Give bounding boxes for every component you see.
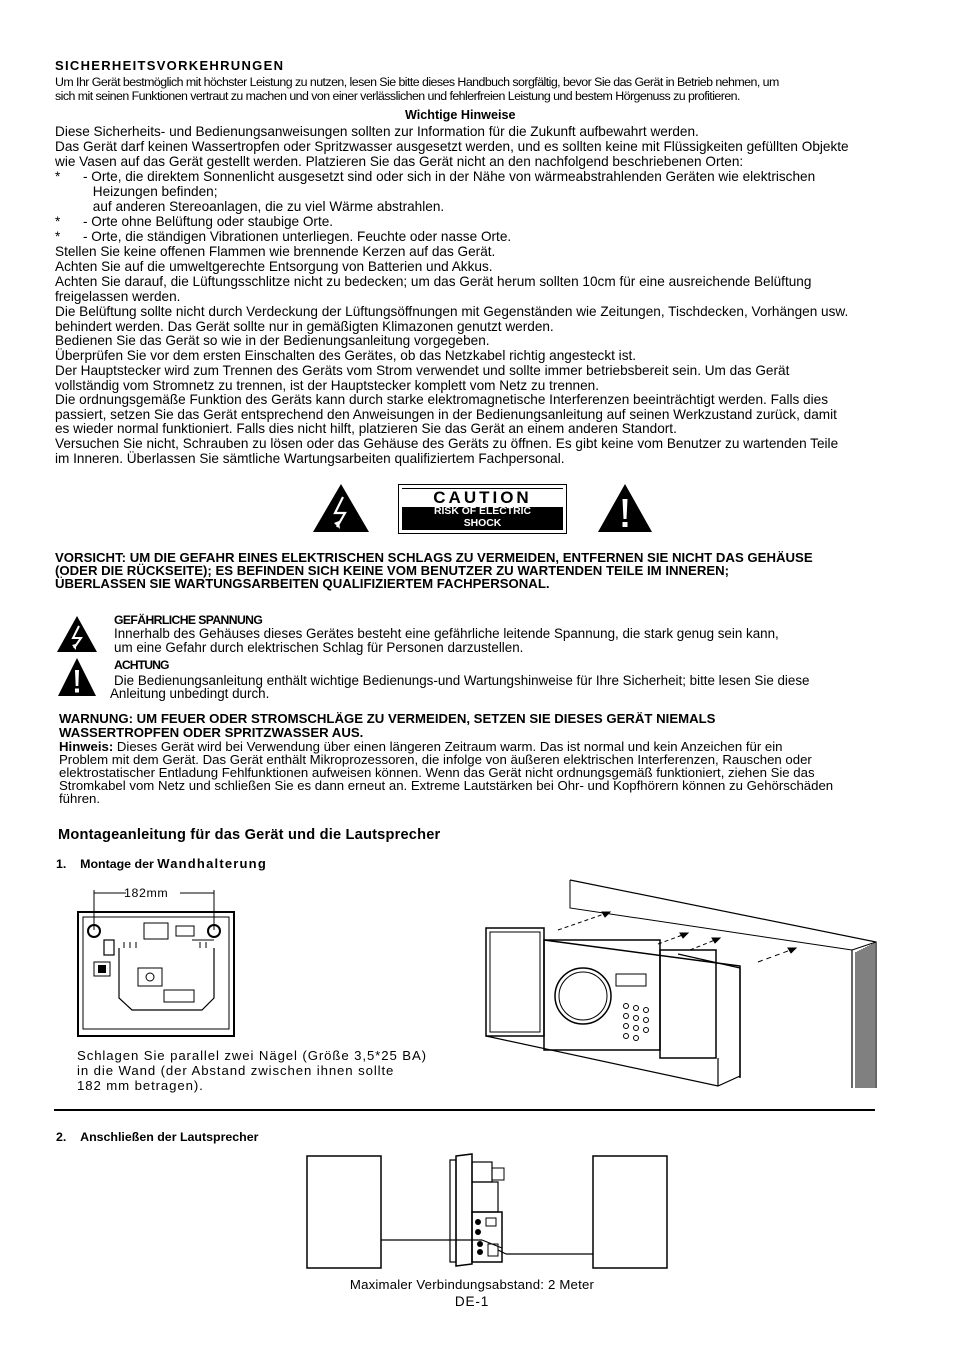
safety-text-line: Achten Sie darauf, die Lüftungsschlitze nicht zu bedecken; um das Gerät herum sollten 10cm für eine ausreichende Belüftung (55, 274, 812, 289)
intro-line-1: Um Ihr Gerät bestmöglich mit höchster Leistung zu nutzen, lesen Sie bitte dieses Handbuch sorgfältig, bevor Sie das Gerät in Betrieb nehmen, um (55, 75, 779, 89)
safety-text-line: auf anderen Stereoanlagen, die zu viel Wärme abstrahlen. (55, 199, 445, 214)
dimension-label: 182mm (124, 886, 169, 900)
vorsicht-line-3: ÜBERLASSEN SIE WARTUNGSARBEITEN QUALIFIZIERTEM FACHPERSONAL. (55, 576, 550, 591)
lightning-triangle-icon (312, 483, 370, 533)
vorsicht-line-1: VORSICHT: UM DIE GEFAHR EINES ELEKTRISCHEN SCHLAGS ZU VERMEIDEN, ENTFERNEN SIE NICHT DAS GEHÄUSE (55, 550, 813, 565)
section-title-safety: SICHERHEITSVORKEHRUNGEN (55, 58, 285, 73)
safety-text-line: behindert werden. Das Gerät sollte nur in gemäßigten Klimazonen genutzt werden. (55, 319, 554, 334)
page-number (0, 1294, 954, 1309)
safety-text-line: vollständig vom Stromnetz zu trennen, ist der Hauptstecker komplett vom Netz zu trennen. (55, 378, 599, 393)
speaker-connection-drawing (306, 1152, 668, 1270)
hinweis-line: elektrostatischer Entladung Fehlfunktionen aufweisen können. Wenn das Gerät nicht ordnungsgemäß funktioniert, ziehen Sie das (59, 765, 815, 780)
distance-text: Maximaler Verbindungsabstand: 2 Meter (349, 1277, 595, 1292)
exclamation-small-icon (57, 657, 97, 697)
safety-text-line: * - Orte ohne Belüftung oder staubige Orte. (55, 214, 334, 229)
safety-text-line: freigelassen werden. (55, 289, 181, 304)
distance-caption (0, 1277, 954, 1292)
warnung-line-1: WARNUNG: UM FEUER ODER STROMSCHLÄGE ZU VERMEIDEN, SETZEN SIE DIESES GERÄT NIEMALS (59, 711, 716, 726)
back-panel-drawing (74, 890, 244, 1040)
mounting-note-line: 182 mm betragen). (77, 1078, 204, 1093)
mounting-note-line: in die Wand (der Abstand zwischen ihnen sollte (77, 1063, 395, 1078)
achtung-line-1: Die Bedienungsanleitung enthält wichtige Bedienungs-und Wartungshinweise für Ihre Sicherheit; bitte lesen Sie diese (114, 673, 810, 688)
mounting-note (77, 1048, 427, 1093)
voltage-line-2: um eine Gefahr durch elektrischen Schlag für Personen darzustellen. (114, 640, 524, 655)
step-2-number: 2. (56, 1130, 67, 1144)
subtitle-important-notes: Wichtige Hinweise (405, 108, 516, 122)
step-1-label: Montage der (80, 857, 158, 871)
warnung-line-2: WASSERTROPFEN ODER SPRITZWASSER AUS. (59, 725, 364, 740)
step-1-number: 1. (56, 857, 67, 871)
safety-text-line: Versuchen Sie nicht, Schrauben zu lösen oder das Gehäuse des Geräts zu öffnen. Es gibt keine vom Benutzer zu wartenden Teile (55, 436, 839, 451)
vorsicht-line-2: (ODER DIE RÜCKSEITE); ES BEFINDEN SICH KEINE VOM BENUTZER ZU WARTENDEN TEILE IM INNEREN; (55, 563, 730, 578)
achtung-line-2: Anleitung unbedingt durch. (110, 686, 270, 701)
step-1-heading (56, 856, 267, 871)
safety-text-line: Das Gerät darf keinen Wassertropfen oder Spritzwasser ausgesetzt werden, und es sollten keine mit Flüssigkeiten gefüllten Objekte (55, 139, 849, 154)
wall-mount-drawing (478, 878, 878, 1088)
safety-text-line: Bedienen Sie das Gerät so wie in der Bedienungsanleitung vorgegeben. (55, 333, 490, 348)
lightning-small-icon (56, 615, 98, 653)
safety-text-line: Heizungen befinden; (55, 184, 218, 199)
exclamation-triangle-icon (597, 483, 653, 533)
safety-text-line: Der Hauptstecker wird zum Trennen des Geräts vom Strom verwendet und sollte immer betriebsbereit sein. Um das Gerät (55, 363, 790, 378)
mounting-note-line: Schlagen Sie parallel zwei Nägel (Größe 3,5*25 BA) (77, 1048, 427, 1063)
safety-text-line: Die Belüftung sollte nicht durch Verdeckung der Lüftungsöffnungen mit Gegenständen wie Zeitungen, Tischdecken, Vorhängen usw. (55, 304, 849, 319)
caution-line-1: RISK OF ELECTRIC (434, 506, 531, 517)
safety-text-line: Diese Sicherheits- und Bedienungsanweisungen sollten zur Information für die Zukunft aufbewahrt werden. (55, 124, 699, 139)
step-2-label: Anschließen der Lautsprecher (80, 1130, 259, 1144)
voltage-heading: GEFÄHRLICHE SPANNUNG (114, 613, 263, 627)
hinweis-line: Stromkabel vom Netz und schließen Sie es dann erneut an. Extreme Lautstärken bei Ohr- und Kopfhörern können zu Gehörschäden (59, 778, 834, 793)
safety-text-line: im Inneren. Überlassen Sie sämtliche Wartungsarbeiten qualifiziertem Fachpersonal. (55, 451, 565, 466)
step-2-heading (56, 1130, 258, 1144)
caution-label (398, 484, 567, 534)
safety-text-line: * - Orte, die ständigen Vibrationen unterliegen. Feuchte oder nasse Orte. (55, 229, 512, 244)
hinweis-line: Problem mit dem Gerät. Das Gerät enthält Mikroprozessoren, die infolge von äußeren elektrischen Interferenzen, Rauschen oder (59, 752, 812, 767)
step-1-label-wall: Wandhalterung (157, 856, 267, 871)
safety-text-line: Achten Sie auf die umweltgerechte Entsorgung von Batterien und Akkus. (55, 259, 493, 274)
hinweis-line: führen. (59, 791, 101, 806)
safety-text-line: Stellen Sie keine offenen Flammen wie brennende Kerzen auf das Gerät. (55, 244, 496, 259)
montage-title: Montageanleitung für das Gerät und die Lautsprecher (58, 827, 441, 843)
safety-text-line: * - Orte, die direktem Sonnenlicht ausgesetzt sind oder sich in der Nähe von wärmeabstrahlenden Geräten wie elektrischen (55, 169, 816, 184)
intro-line-2: sich mit seinen Funktionen vertraut zu machen und von einer verlässlichen und fehlerfreien Leistung und bestem Hörgenuss zu profitieren. (55, 89, 740, 103)
safety-text-line: Überprüfen Sie vor dem ersten Einschalten des Gerätes, ob das Netzkabel richtig angesteckt ist. (55, 348, 637, 363)
section-divider (54, 1109, 875, 1111)
safety-text-line: es wieder normal funktioniert. Falls dies nicht hilft, platzieren Sie das Gerät an einem anderen Standort. (55, 421, 677, 436)
hinweis-first-text: Dieses Gerät wird bei Verwendung über einen längeren Zeitraum warm. Das ist normal und kein Anzeichen für ein (113, 739, 783, 754)
caution-word: CAUTION (433, 488, 532, 507)
safety-text-line: passiert, setzen Sie das Gerät entsprechend den Anweisungen in der Bedienungsanleitung auf seinen Werkzustand zurück, damit (55, 407, 837, 422)
achtung-heading: ACHTUNG (114, 658, 169, 672)
hinweis-label: Hinweis: (59, 739, 114, 754)
caution-line-2: SHOCK (463, 518, 502, 529)
safety-text-line: Die ordnungsgemäße Funktion des Geräts kann durch starke elektromagnetische Interferenzen beeinträchtigt werden. Falls dies (55, 392, 828, 407)
page-number-text: DE-1 (454, 1294, 490, 1309)
voltage-line-1: Innerhalb des Gehäuses dieses Gerätes besteht eine gefährliche leitende Spannung, die stark genug sein kann, (114, 626, 779, 641)
safety-text-line: wie Vasen auf das Gerät gestellt werden. Platzieren Sie das Gerät nicht an den nachfolgend beschriebenen Orten: (55, 154, 744, 169)
